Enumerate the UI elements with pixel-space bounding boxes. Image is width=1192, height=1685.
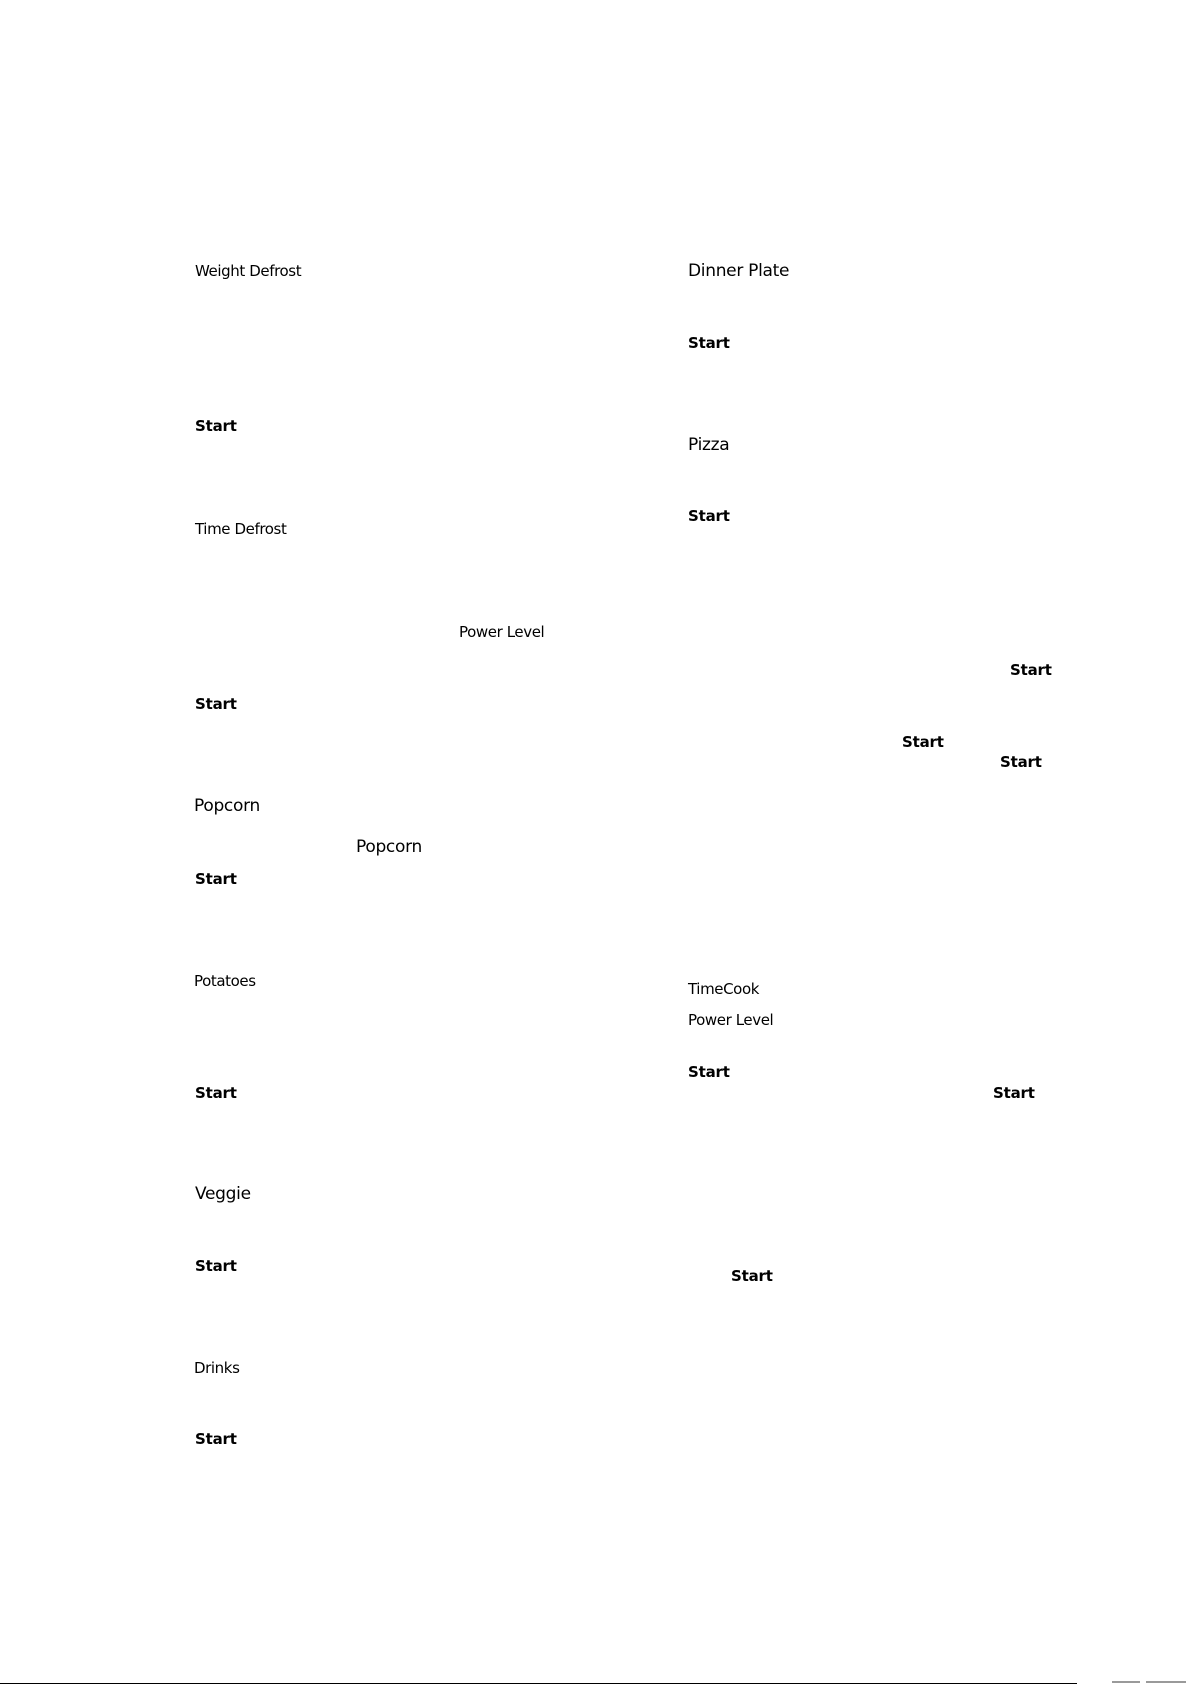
extra-start-3: Start (1000, 753, 1042, 771)
pizza-heading: Pizza (688, 435, 730, 455)
popcorn-start: Start (195, 870, 237, 888)
pizza-start: Start (688, 507, 730, 525)
extra-start-1: Start (1010, 661, 1052, 679)
popcorn-inline: Popcorn (356, 837, 422, 857)
time-defrost-start: Start (195, 695, 237, 713)
drinks-heading: Drinks (194, 1359, 240, 1377)
extra-start-2: Start (902, 733, 944, 751)
time-cook-heading: TimeCook (688, 980, 760, 998)
time-defrost-heading: Time Defrost (195, 520, 287, 538)
weight-defrost-heading: Weight Defrost (195, 262, 302, 280)
drinks-start: Start (195, 1430, 237, 1448)
dinner-plate-heading: Dinner Plate (688, 261, 790, 281)
time-defrost-power-level: Power Level (459, 623, 545, 641)
footer-mark (1146, 1681, 1186, 1683)
potatoes-heading: Potatoes (194, 972, 256, 990)
dinner-plate-start: Start (688, 334, 730, 352)
time-cook-power-level: Power Level (688, 1011, 774, 1029)
footer-rule (0, 1683, 1077, 1684)
veggie-start: Start (195, 1257, 237, 1275)
potatoes-start: Start (195, 1084, 237, 1102)
weight-defrost-start: Start (195, 417, 237, 435)
popcorn-heading: Popcorn (194, 796, 260, 816)
footer-mark (1112, 1681, 1140, 1683)
final-start: Start (731, 1267, 773, 1285)
time-cook-start-2: Start (993, 1084, 1035, 1102)
time-cook-start: Start (688, 1063, 730, 1081)
veggie-heading: Veggie (195, 1184, 251, 1204)
